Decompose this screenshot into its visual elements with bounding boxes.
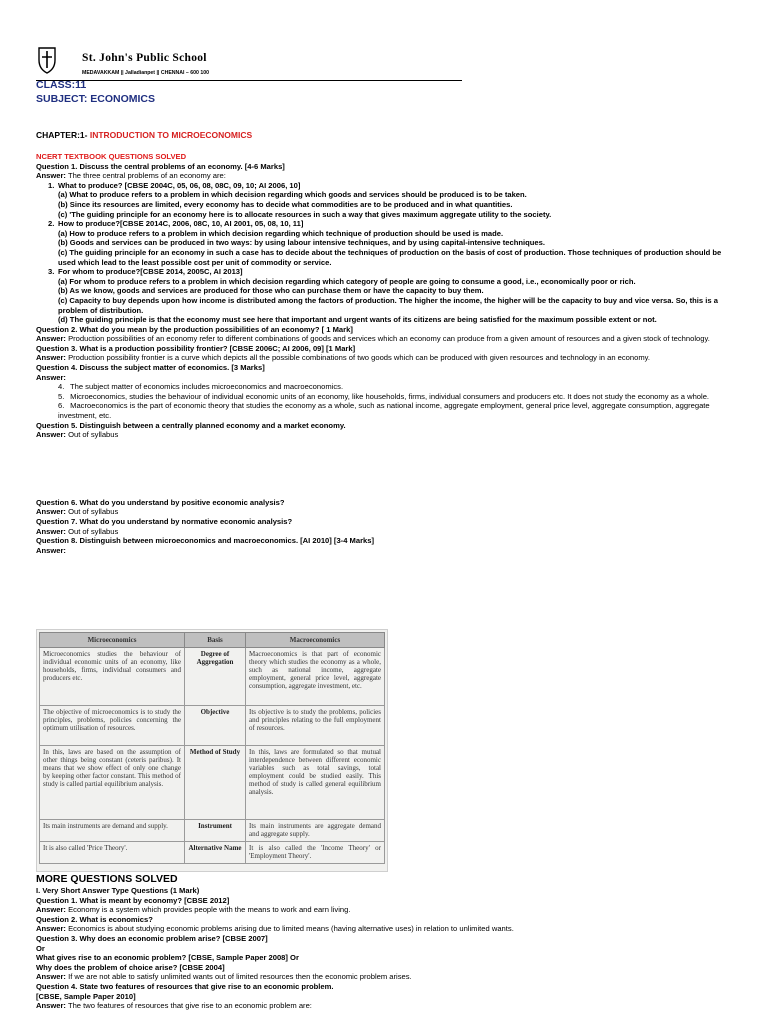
- item-text: Microeconomics, studies the behaviour of individual economic units of an economy, like households, firms, individual consumers and producers etc. It does not study the economy as a whole.: [70, 391, 710, 401]
- answer-text: If we are not able to satisfy unlimited wants out of limited resources then the economic problem arises.: [65, 972, 412, 982]
- answer-5: [36, 430, 736, 440]
- list-subitem: (c) The guiding principle for an economy in such a case has to decide about the techniques of production on the basis of cost of production. Those techniques of production should be used which lead to the least possible cost per unit of commodity or service.: [58, 247, 722, 267]
- table-cell: Objective: [185, 706, 246, 746]
- list-subitem: (c) Capacity to buy depends upon how income is distributed among the factors of production. The higher the income, the higher will be the capacity to buy and vice versa. So, this is a problem of distribution.: [58, 295, 718, 315]
- answer-text: Out of syllabus: [65, 507, 119, 517]
- answer-label: Answer:: [36, 924, 66, 934]
- list-subitem: (a) What to produce refers to a problem in which decision regarding which goods and services should be produced is to be taken.: [58, 190, 527, 200]
- question: Why does the problem of choice arise? [CBSE 2004]: [36, 962, 225, 972]
- item-title: How to produce?[CBSE 2014C, 2006, 08C, 10, AI 2001, 05, 08, 10, 11]: [58, 219, 304, 229]
- table-cell: In this, laws are formulated so that mutual interdependence between different economic variables such as total savings, total employment could be studied easily. This method of study is called general equilibrium analysis.: [246, 746, 385, 820]
- subject-title: SUBJECT: ECONOMICS: [36, 93, 156, 105]
- answer-text: Out of syllabus: [65, 526, 119, 536]
- list-subitem: (b) Goods and services can be produced in two ways: by using labour intensive techniques, and by using capital-intensive techniques.: [58, 238, 545, 248]
- answer-text: Out of syllabus: [65, 430, 119, 440]
- answer-text: The three central problems of an economy are:: [65, 171, 226, 181]
- answer-text: Economics is about studying economic problems arising due to limited means (having alternative uses) in relation to unlimited wants.: [65, 924, 514, 934]
- chapter-heading: [36, 130, 252, 140]
- more-questions-heading: MORE QUESTIONS SOLVED: [36, 873, 178, 885]
- list-item: [36, 382, 736, 392]
- header-rule: [36, 80, 462, 81]
- question: Question 4. State two features of resources that give rise to an economic problem.: [36, 981, 334, 991]
- answer-6: [36, 507, 736, 517]
- school-address: MEDAVAKKAM || Jalladianpet || CHENNAI – 600 100: [82, 70, 209, 76]
- list-subitem: (a) For whom to produce refers to a problem in which decision regarding which category of people are going to consume a good, i.e., economically poor or rich.: [58, 276, 636, 286]
- answer-4-label: Answer:: [36, 372, 66, 382]
- question-2: Question 2. What do you mean by the production possibilities of an economy? [ 1 Mark]: [36, 324, 353, 334]
- table-cell: The objective of microeconomics is to study the principles, problems, policies concerning the optimum utilisation of resources.: [40, 706, 185, 746]
- table-header-row: [40, 633, 385, 648]
- list-subitem: (b) Since its resources are limited, every economy has to decide what commodities are to be produced and in what quantities.: [58, 199, 513, 209]
- question-7: Question 7. What do you understand by normative economic analysis?: [36, 517, 293, 526]
- question-6: Question 6. What do you understand by positive economic analysis?: [36, 497, 285, 507]
- table-cell: Alternative Name: [185, 842, 246, 864]
- school-logo-icon: [36, 46, 58, 74]
- answer-2: [36, 334, 736, 344]
- answer-text: Economy is a system which provides people with the means to work and earn living.: [65, 905, 351, 915]
- list-item: [36, 401, 736, 420]
- answer-label: Answer:: [36, 972, 66, 982]
- question-1: Question 1. Discuss the central problems of an economy. [4-6 Marks]: [36, 161, 285, 171]
- question: What gives rise to an economic problem? [CBSE, Sample Paper 2008] Or: [36, 953, 299, 963]
- table-row: [40, 648, 385, 706]
- answer-7: [36, 527, 736, 537]
- table-row: [40, 820, 385, 842]
- list-item: [36, 181, 736, 191]
- answer-label: Answer:: [36, 430, 66, 440]
- list-item: [36, 267, 736, 277]
- more-questions-section: [36, 886, 736, 1011]
- answer-text: Production possibilities of an economy refer to different combinations of goods and services which an economy can produce from a given amount of resources and a given stock of technology.: [65, 334, 710, 344]
- comparison-table: [39, 632, 385, 864]
- table-row: [40, 746, 385, 820]
- section-heading: I. Very Short Answer Type Questions (1 Mark): [36, 886, 200, 895]
- answer: [36, 1001, 736, 1011]
- answer: [36, 905, 736, 915]
- question: Question 3. Why does an economic problem arise? [CBSE 2007]: [36, 933, 268, 943]
- table-cell: Macroeconomics is that part of economic theory which studies the economy as a whole, such as national income, aggregate employment, general price level, aggregate consumption, aggregate investment, etc.: [246, 648, 385, 706]
- table-row: [40, 706, 385, 746]
- question-8: Question 8. Distinguish between microeconomics and macroeconomics. [AI 2010] [3-4 Marks]: [36, 536, 375, 546]
- question-source: [CBSE, Sample Paper 2010]: [36, 991, 136, 1001]
- chapter-title: INTRODUCTION TO MICROECONOMICS: [89, 130, 253, 140]
- chapter-prefix: CHAPTER:1-: [36, 130, 90, 140]
- table-cell: Method of Study: [185, 746, 246, 820]
- column-header: Macroeconomics: [246, 633, 385, 648]
- list-item: [36, 219, 736, 229]
- answer-label: Answer:: [36, 905, 66, 915]
- item-number: 6.: [58, 401, 65, 411]
- answer: [36, 924, 736, 934]
- item-number: 2.: [48, 219, 55, 229]
- table-cell: Degree of Aggregation: [185, 648, 246, 706]
- item-text: The subject matter of economics includes microeconomics and macroeconomics.: [69, 382, 344, 392]
- answer-label: Answer:: [36, 353, 66, 363]
- comparison-table-image: [36, 629, 388, 872]
- list-subitem: (b) As we know, goods and services are produced for those who can purchase them or have the capacity to buy them.: [58, 286, 484, 296]
- answer-text: The two features of resources that give rise to an economic problem are:: [65, 1001, 312, 1011]
- or-text: Or: [36, 943, 45, 953]
- question-5: Question 5. Distinguish between a centrally planned economy and a market economy.: [36, 420, 346, 430]
- item-number: 5.: [58, 391, 65, 401]
- item-text: Macroeconomics is the part of economic theory that studies the economy as a whole, such as national income, aggregate employment, general price level, aggregate consumption, aggregate investment, etc.: [58, 401, 710, 421]
- answer-label: Answer:: [36, 334, 66, 344]
- table-cell: Its main instruments are aggregate demand and aggregate supply.: [246, 820, 385, 842]
- item-title: What to produce? [CBSE 2004C, 05, 06, 08, 08C, 09, 10; AI 2006, 10]: [58, 180, 301, 190]
- question-4: Question 4. Discuss the subject matter of economics. [3 Marks]: [36, 363, 265, 373]
- table-cell: It is also called 'Price Theory'.: [40, 842, 185, 864]
- table-cell: Its objective is to study the problems, policies and principles relating to the full employment of resources.: [246, 706, 385, 746]
- answer-label: Answer:: [36, 526, 66, 536]
- answer-label: Answer:: [36, 1001, 66, 1011]
- list-item: [36, 392, 736, 402]
- answer: [36, 972, 736, 982]
- ncert-heading: NCERT TEXTBOOK QUESTIONS SOLVED: [36, 152, 187, 161]
- ncert-section: [36, 152, 736, 555]
- answer-3: [36, 353, 736, 363]
- table-cell: In this, laws are based on the assumption of other things being constant (ceteris paribus). It means that we show effect of only one change by keeping other factor constant. This method of study is called partial equilibrium analysis.: [40, 746, 185, 820]
- list-subitem: (d) The guiding principle is that the economy must see here that important and urgent wants of its citizens are being satisfied for the maximum possible extent or not.: [58, 315, 657, 325]
- spacer: [36, 440, 736, 498]
- answer-label: Answer:: [36, 171, 66, 181]
- answer-label: Answer:: [36, 507, 66, 517]
- table-row: [40, 842, 385, 864]
- question-3: Question 3. What is a production possibility frontier? [CBSE 2006C; AI 2006, 09] [1 Mark]: [36, 343, 356, 353]
- answer-1: [36, 171, 736, 181]
- list-subitem: (a) How to produce refers to a problem in which decision regarding which technique of production should be used is made.: [58, 228, 504, 238]
- list-subitem: (c) 'The guiding principle for an economy here is to allocate resources in such a way that gives maximum aggregate utility to the society.: [58, 209, 552, 219]
- table-cell: It is also called the 'Income Theory' or 'Employment Theory'.: [246, 842, 385, 864]
- answer-text: Production possibility frontier is a curve which depicts all the possible combinations of two goods which can be produced with given resources and technology in an economy.: [65, 353, 651, 363]
- question: Question 1. What is meant by economy? [CBSE 2012]: [36, 895, 230, 905]
- item-number: 4.: [58, 382, 65, 392]
- column-header: Microeconomics: [40, 633, 185, 648]
- table-cell: Microeconomics studies the behaviour of individual economic units of an economy, like households, firms, individual consumers and producers etc.: [40, 648, 185, 706]
- item-title: For whom to produce?[CBSE 2014, 2005C, AI 2013]: [58, 267, 243, 277]
- answer-8-label: Answer:: [36, 545, 66, 555]
- table-cell: Its main instruments are demand and supply.: [40, 820, 185, 842]
- item-number: 3.: [48, 267, 55, 277]
- school-name: St. John's Public School: [82, 52, 207, 64]
- question: Question 2. What is economics?: [36, 914, 153, 924]
- table-cell: Instrument: [185, 820, 246, 842]
- column-header: Basis: [185, 633, 246, 648]
- class-line: CLASS:11: [36, 79, 87, 91]
- item-number: 1.: [48, 180, 55, 190]
